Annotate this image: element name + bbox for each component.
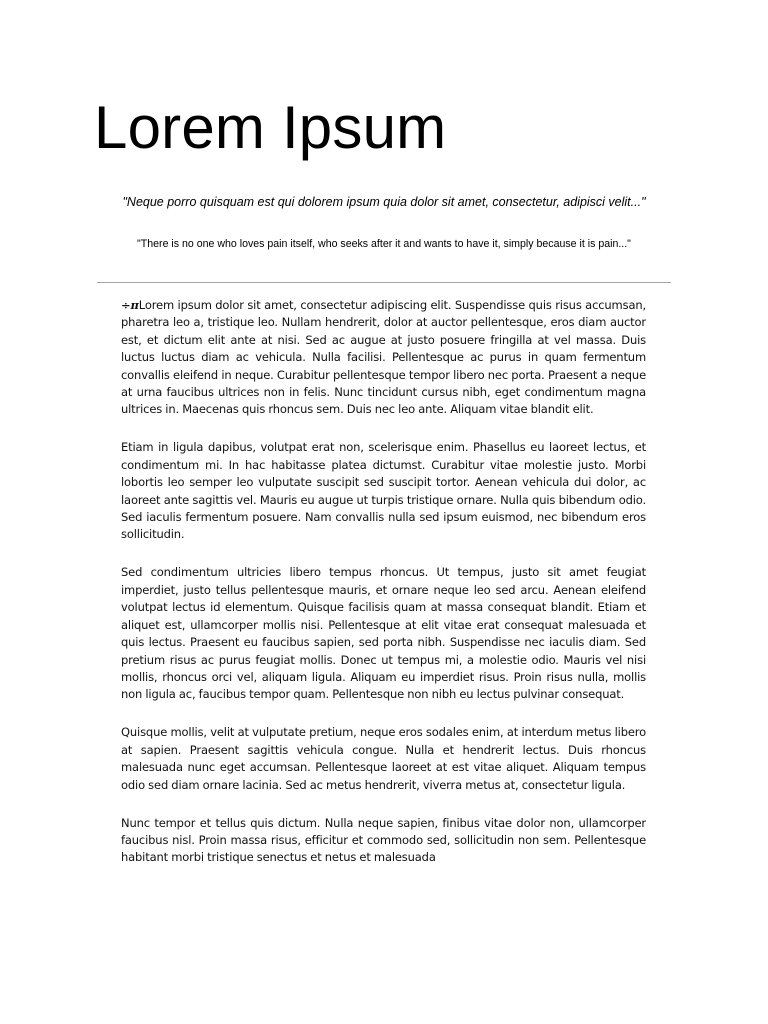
paragraph: Nunc tempor et tellus quis dictum. Nulla neque sapien, finibus vitae dolor non, ullamcorper faucibus nisl. Proin massa risus, efficitur et commodo sed, sollicitudin non sem. Pellentesque habitant morbi tristique senectus et netus et malesuada: [121, 815, 646, 865]
body-text: [121, 297, 646, 932]
paragraph: Etiam in ligula dapibus, volutpat erat non, scelerisque enim. Phasellus eu laoreet lectus, et condimentum mi. In hac habitasse platea dictumst. Curabitur vitae molestie justo. Morbi lobortis leo semper leo vulputate suscipit sed suscipit tortor. Aenean vehicula dui dolor, ac laoreet ante sagittis vel. Mauris eu augue ut turpis tristique ornare. Nulla quis bibendum odio. Sed iaculis fermentum posuere. Nam convallis nulla sed ipsum euismod, nec bibendum eros sollicitudin.: [121, 440, 646, 542]
paragraph: Quisque mollis, velit at vulputate pretium, neque eros sodales enim, at interdum metus libero at sapien. Praesent sagittis vehicula congue. Nulla et hendrerit lectus. Duis rhoncus malesuada nunc eget accumsan. Pellentesque laoreet at est vitae aliquet. Aliquam tempus odio sed diam ornare lacinia. Sed ac metus hendrerit, viverra metus at, consectetur ligula.: [121, 725, 646, 792]
paragraph: Sed condimentum ultricies libero tempus rhoncus. Ut tempus, justo sit amet feugiat imperdiet, justo tellus pellentesque mauris, et ornare neque leo sed arcu. Aenean eleifend volutpat lectus id elementum. Quisque facilisis quam at massa consequat blandit. Etiam et aliquet est, ullamcorper mollis nisi. Pellentesque at elit vitae erat consequat malesuada et quis lectus. Praesent eu faucibus sapien, sed porta nibh. Suspendisse nec iaculis diam. Sed pretium risus ac purus feugiat mollis. Donec ut tempus mi, a molestie odio. Mauris vel nisi mollis, rhoncus orci vel, aliquam ligula. Aliquam eu imperdiet risus. Proin risus nulla, mollis non ligula ac, faucibus tempor quam. Pellentesque non nibh eu lectus pulvinar consequat.: [121, 565, 646, 702]
latin-quote: "Neque porro quisquam est qui dolorem ipsum quia dolor sit amet, consectetur, adipisci velit...": [122, 195, 646, 209]
paragraph: [121, 297, 646, 419]
page-title: Lorem Ipsum: [94, 94, 447, 161]
english-quote: "There is no one who loves pain itself, who seeks after it and wants to have it, simply because it is pain...": [137, 238, 631, 250]
leading-glyph: ÷π: [121, 298, 139, 312]
divider: [97, 282, 671, 283]
paragraph-text: Lorem ipsum dolor sit amet, consectetur adipiscing elit. Suspendisse quis risus accumsan, pharetra leo a, tristique leo. Nullam hendrerit, dolor at auctor pellentesque, eros diam auctor est, et dictum elit ante at nisi. Sed ac augue at justo posuere fringilla at vel massa. Duis luctus luctus diam ac vehicula. Nulla facilisi. Pellentesque ac purus in quam fermentum convallis eleifend in neque. Curabitur pellentesque tempor libero nec porta. Praesent a neque at urna faucibus ultrices non in felis. Nunc tincidunt cursus nibh, eget condimentum magna ultrices in. Maecenas quis rhoncus sem. Duis nec leo ante. Aliquam vitae blandit elit.: [121, 298, 646, 417]
